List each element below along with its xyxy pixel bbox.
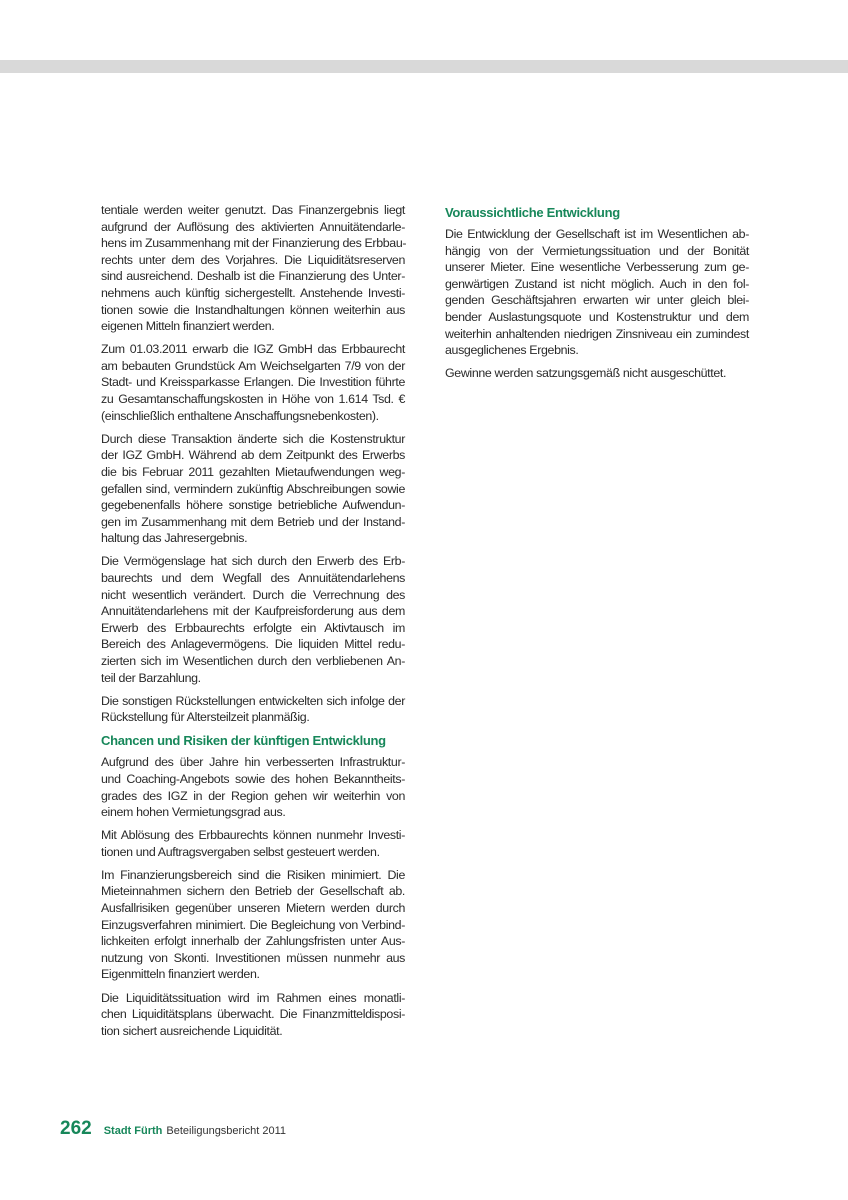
text-line: einem hohen Vermietungsgrad aus. bbox=[101, 805, 286, 820]
text-line: (einschließlich enthaltene Anschaffungsnebenkosten). bbox=[101, 408, 379, 423]
text-line: Mieteinnahmen sichern den Betrieb der Gesellschaft ab. bbox=[101, 884, 405, 899]
text-line: baurechts und dem Wegfall des Annuitätendarlehens bbox=[101, 570, 405, 585]
text-line: Die sonstigen Rückstellungen entwickelten sich infolge der bbox=[101, 693, 405, 708]
text-line: Annuitätendarlehens mit der Kaufpreisforderung aus dem bbox=[101, 604, 405, 619]
text-line: zierten sich im Wesentlichen durch den verbliebenen An- bbox=[101, 653, 405, 668]
text-line: Zum 01.03.2011 erwarb die IGZ GmbH das Erbbaurecht bbox=[101, 342, 405, 357]
text-line: Aufgrund des über Jahre hin verbesserten Infrastruktur- bbox=[101, 755, 405, 770]
section-heading: Voraussichtliche Entwicklung bbox=[445, 205, 620, 220]
paragraph bbox=[445, 226, 749, 359]
text-line: haltung das Jahresergebnis. bbox=[101, 531, 248, 546]
text-line: nicht wesentlich verändert. Durch die Verrechnung des bbox=[101, 587, 405, 602]
text-line: Stadt- und Kreissparkasse Erlangen. Die Investition führte bbox=[101, 375, 405, 390]
paragraph bbox=[101, 827, 405, 860]
paragraph bbox=[101, 693, 405, 726]
paragraph bbox=[101, 990, 405, 1040]
text-line: eigenen Mitteln finanziert werden. bbox=[101, 319, 275, 334]
text-line: Eigenmitteln finanziert werden. bbox=[101, 967, 260, 982]
text-line: hängig von der Vermietungssituation und der Bonität bbox=[445, 243, 749, 258]
footer-brand: Stadt Fürth bbox=[103, 1125, 163, 1137]
text-line: Bereich des Anlagevermögens. Die liquiden Mittel redu- bbox=[101, 637, 405, 652]
text-line: gen im Zusammenhang mit dem Betrieb und der Instand- bbox=[101, 514, 405, 529]
text-line: sind ausreichend. Deshalb ist die Finanzierung des Unter- bbox=[101, 269, 405, 284]
text-line: Einzugsverfahren minimiert. Die Begleichung von Verbind- bbox=[101, 917, 405, 932]
text-line: Die Liquiditätssituation wird im Rahmen eines monatli- bbox=[101, 990, 405, 1005]
text-line: tentiale werden weiter genutzt. Das Finanzergebnis liegt bbox=[101, 203, 405, 217]
text-line: Ausfallrisiken gegenüber unseren Mietern werden durch bbox=[101, 901, 405, 916]
paragraph bbox=[101, 867, 405, 983]
right-column bbox=[445, 202, 749, 388]
paragraph bbox=[101, 202, 405, 335]
text-line: grades des IGZ in der Region gehen wir weiterhin von bbox=[101, 788, 405, 803]
header-band bbox=[0, 60, 848, 73]
text-line: hens im Zusammenhang mit der Finanzierung des Erbbau- bbox=[101, 236, 407, 251]
text-line: Rückstellung für Altersteilzeit planmäßig. bbox=[101, 710, 310, 725]
text-line: Gewinne werden satzungsgemäß nicht ausgeschüttet. bbox=[445, 366, 727, 381]
page-number: 262 bbox=[60, 1118, 92, 1139]
text-line: rechts unter dem des Vorjahres. Die Liquiditätsreserven bbox=[101, 252, 405, 267]
footer-title: Beteiligungsbericht 2011 bbox=[166, 1125, 287, 1137]
text-line: gefallen sind, vermindern zukünftig Abschreibungen sowie bbox=[101, 481, 405, 496]
text-line: nutzung von Skonti. Investitionen müssen nunmehr aus bbox=[101, 950, 405, 965]
paragraph bbox=[101, 553, 405, 686]
text-line: teil der Barzahlung. bbox=[101, 670, 201, 685]
text-line: tionen und Auftragsvergaben selbst gesteuert werden. bbox=[101, 844, 380, 859]
text-line: Durch diese Transaktion änderte sich die Kostenstruktur bbox=[101, 431, 405, 446]
text-line: Mit Ablösung des Erbbaurechts können nunmehr Investi- bbox=[101, 828, 405, 843]
text-line: lichkeiten erfolgt innerhalb der Zahlungsfristen unter Aus- bbox=[101, 934, 405, 949]
text-line: ausgeglichenes Ergebnis. bbox=[445, 343, 579, 358]
text-line: Erwerb des Erbbaurechts erfolgte ein Aktivtausch im bbox=[101, 620, 405, 635]
text-line: unserer Mieter. Eine wesentliche Verbesserung zum ge- bbox=[445, 260, 749, 275]
text-line: Im Finanzierungsbereich sind die Risiken minimiert. Die bbox=[101, 867, 405, 882]
text-line: nehmens auch künftig sichergestellt. Anstehende Investi- bbox=[101, 285, 405, 300]
text-line: bender Auslastungsquote und Kostenstruktur und dem bbox=[445, 309, 749, 324]
paragraph bbox=[101, 754, 405, 820]
text-line: tion sichert ausreichende Liquidität. bbox=[101, 1023, 283, 1038]
text-line: genwärtigen Zustand ist nicht möglich. Auch in den fol- bbox=[445, 276, 749, 291]
section-heading: Chancen und Risiken der künftigen Entwicklung bbox=[101, 733, 386, 749]
paragraph bbox=[101, 341, 405, 424]
paragraph bbox=[101, 431, 405, 547]
text-line: zu Gesamtanschaffungskosten in Höhe von 1.614 Tsd. € bbox=[101, 392, 405, 407]
text-line: der IGZ GmbH. Während ab dem Zeitpunkt des Erwerbs bbox=[101, 448, 405, 463]
text-line: chen Liquiditätsplans überwacht. Die Finanzmitteldisposi- bbox=[101, 1007, 405, 1022]
text-line: Die Entwicklung der Gesellschaft ist im Wesentlichen ab- bbox=[445, 227, 749, 241]
left-column bbox=[101, 202, 405, 1046]
text-line: aufgrund der Auflösung des aktivierten Annuitätendarle- bbox=[101, 219, 405, 234]
text-line: gegebenenfalls höhere sonstige betriebliche Aufwendun- bbox=[101, 498, 405, 513]
text-line: tionen sowie die Instandhaltungen können weiterhin aus bbox=[101, 302, 405, 317]
text-line: die bis Februar 2011 gezahlten Mietaufwendungen weg- bbox=[101, 464, 405, 479]
text-line: am bebauten Grundstück Am Weichselgarten 7/9 von der bbox=[101, 358, 405, 373]
page-footer bbox=[60, 1118, 286, 1140]
paragraph bbox=[445, 365, 749, 382]
text-line: weiterhin anhaltenden niedrigen Zinsniveau ein zumindest bbox=[445, 326, 749, 341]
text-line: Die Vermögenslage hat sich durch den Erwerb des Erb- bbox=[101, 554, 405, 569]
text-line: und Coaching-Angebots sowie des hohen Bekanntheits- bbox=[101, 771, 405, 786]
text-line: genden Geschäftsjahren erwarten wir unter gleich blei- bbox=[445, 293, 749, 308]
